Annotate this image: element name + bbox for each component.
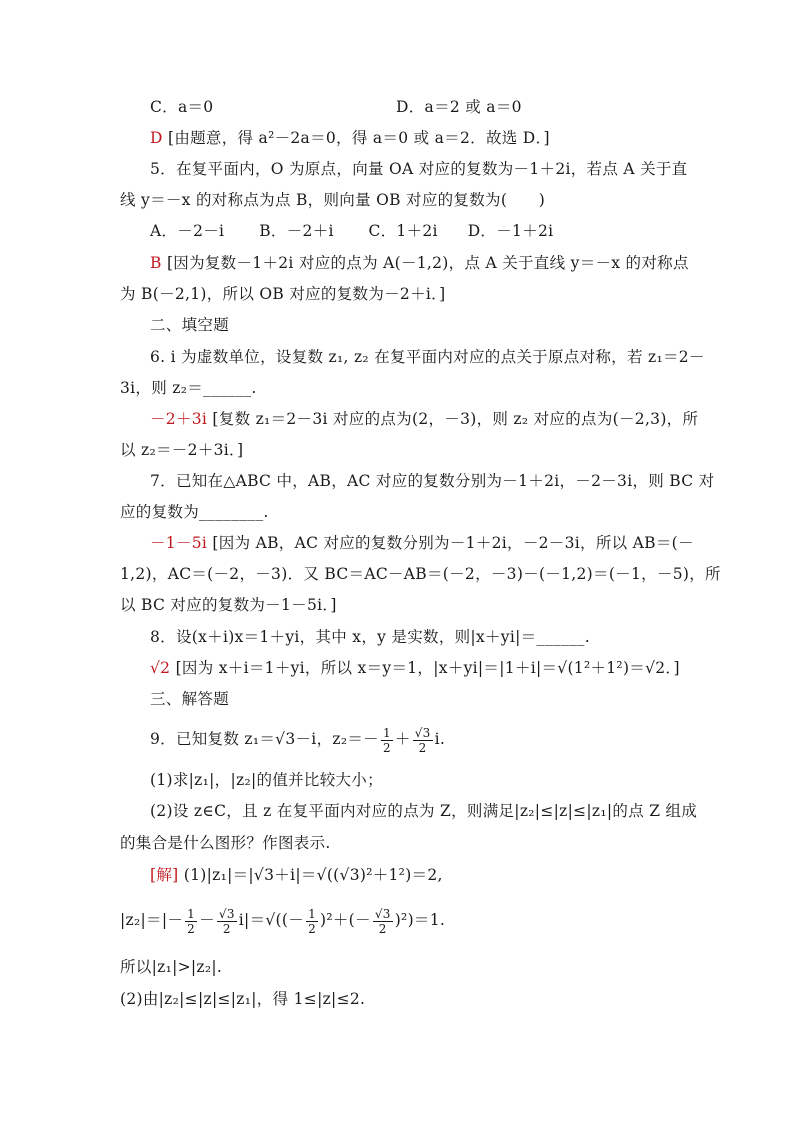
q9-sol2-frac3 [306, 907, 318, 936]
q9-sol2-frac1-num: 1 [187, 906, 196, 921]
q9-stem-start: 9．已知复数 z₁＝√3－i，z₂＝－ [150, 730, 379, 748]
q9-part2-line2: 的集合是什么图形？作图表示. [120, 834, 331, 852]
q9-frac2-num: √3 [414, 725, 431, 740]
q9-stem [150, 722, 710, 756]
q4-answer-letter: D [150, 129, 163, 147]
q9-sol2-a: |z₂|＝|－ [120, 911, 184, 929]
q4-option-d: D．a＝2 或 a＝0 [396, 98, 522, 116]
q7-answer-value: －1－5i [150, 534, 208, 552]
q9-frac2-den: 2 [418, 740, 427, 755]
q9-sol2-frac2 [217, 907, 237, 936]
q9-solution-label: [解] [150, 866, 179, 884]
q8-answer [150, 657, 710, 679]
q9-sol2-frac1 [185, 907, 197, 936]
q5-answer-line1 [150, 252, 710, 274]
q6-answer-line2: 以 z₂＝－2＋3i．] [120, 441, 244, 459]
q9-solution-line4: (2)由|z₂|≤|z|≤|z₁|，得 1≤|z|≤2. [120, 990, 366, 1008]
q9-sol2-frac2-den: 2 [222, 921, 231, 936]
q9-sol2-frac4 [373, 907, 393, 936]
q7-answer-line1 [150, 532, 710, 554]
q5-option-d: D．－1＋2i [467, 222, 554, 240]
q8-answer-text: [因为 x＋i＝1＋yi，所以 x＝y＝1，|x＋yi|＝|1＋i|＝√(1²＋1²)＝√2．] [175, 659, 680, 677]
section-fill-in-heading: 二、填空题 [150, 316, 230, 334]
q5-option-row [150, 220, 710, 242]
q4-option-row [150, 96, 710, 118]
q5-answer-line2: 为 B(－2,1)，所以 OB 对应的复数为－2＋i．] [120, 285, 446, 303]
q7-stem-line2: 应的复数为________. [120, 503, 269, 521]
q9-solution-line2 [120, 900, 680, 940]
q5-option-a: A．－2－i [150, 222, 225, 240]
q7-answer-text: [因为 AB，AC 对应的复数分别为－1＋2i，－2－3i，所以 AB＝(－ [212, 534, 694, 552]
q9-part1: (1)求|z₁|，|z₂|的值并比较大小； [150, 771, 383, 789]
q9-sol2-frac1-den: 2 [187, 921, 196, 936]
q7-answer-line3: 以 BC 对应的复数为－1－5i．] [120, 596, 337, 614]
q4-option-c: C．a＝0 [150, 98, 214, 116]
q6-stem-line2: 3i，则 z₂＝______. [120, 379, 257, 397]
q5-stem-line1: 5．在复平面内，O 为原点，向量 OA 对应的复数为－1＋2i，若点 A 关于直 [150, 160, 688, 178]
q5-answer-text: [因为复数－1＋2i 对应的点为 A(－1,2)，点 A 关于直线 y＝－x 的对称点 [166, 254, 689, 272]
q9-stem-plus: ＋ [394, 730, 411, 748]
q4-answer-text: [由题意，得 a²－2a＝0，得 a＝0 或 a＝2．故选 D．] [167, 129, 550, 147]
q9-stem-end: i. [434, 730, 446, 748]
q9-solution-line3: 所以|z₁|>|z₂|. [120, 958, 223, 976]
q9-sol2-b: － [199, 911, 215, 929]
q9-sol2-frac3-num: 1 [308, 906, 316, 921]
section-solve-heading: 三、解答题 [150, 690, 230, 708]
q6-stem-line1: 6. i 为虚数单位，设复数 z₁, z₂ 在复平面内对应的点关于原点对称，若 z₁＝2－ [150, 348, 705, 366]
q9-fraction-root3-half [413, 726, 433, 755]
q9-sol2-frac4-den: 2 [378, 921, 387, 936]
q5-answer-letter: B [150, 254, 162, 272]
q9-frac-num: 1 [382, 725, 391, 740]
q6-answer-text: [复数 z₁＝2－3i 对应的点为(2，－3)，则 z₂ 对应的点为(－2,3)，所 [212, 410, 699, 428]
q9-fraction-half [381, 726, 393, 755]
q7-stem-line1: 7．已知在△ABC 中，AB，AC 对应的复数分别为－1＋2i，－2－3i，则 BC 对 [150, 472, 715, 490]
q7-answer-line2: 1,2)，AC＝(－2，－3)．又 BC＝AC－AB＝(－2，－3)－(－1,2)＝(－1，－5)，所 [120, 565, 721, 583]
q6-answer-line1 [150, 408, 710, 430]
q9-sol2-frac4-num: √3 [374, 906, 391, 921]
q9-sol2-frac3-den: 2 [308, 921, 316, 936]
q9-sol2-d: )²＋(－ [320, 911, 371, 929]
q9-part2-line1: (2)设 z∈C，且 z 在复平面内对应的点为 Z，则满足|z₂|≤|z|≤|z₁|的点 Z 组成 [150, 802, 698, 820]
q9-sol2-c: i|＝√((－ [238, 911, 305, 929]
q5-option-b: B．－2＋i [259, 222, 334, 240]
q9-solution-step1: (1)|z₁|＝|√3＋i|＝√((√3)²＋1²)＝2, [183, 866, 443, 884]
q5-option-c: C．1＋2i [368, 222, 438, 240]
q9-solution-line1 [150, 864, 710, 886]
q8-stem: 8．设(x＋i)x＝1＋yi，其中 x，y 是实数，则|x＋yi|＝______. [150, 628, 590, 646]
q9-sol2-frac2-num: √3 [218, 906, 235, 921]
q6-answer-value: －2＋3i [150, 410, 208, 428]
q4-answer [150, 127, 710, 149]
q5-stem-line2: 线 y＝－x 的对称点为点 B，则向量 OB 对应的复数为( ) [120, 191, 546, 209]
q9-sol2-e: )²)＝1. [394, 911, 446, 929]
q8-answer-value: √2 [150, 659, 171, 677]
q9-frac-den: 2 [382, 740, 391, 755]
